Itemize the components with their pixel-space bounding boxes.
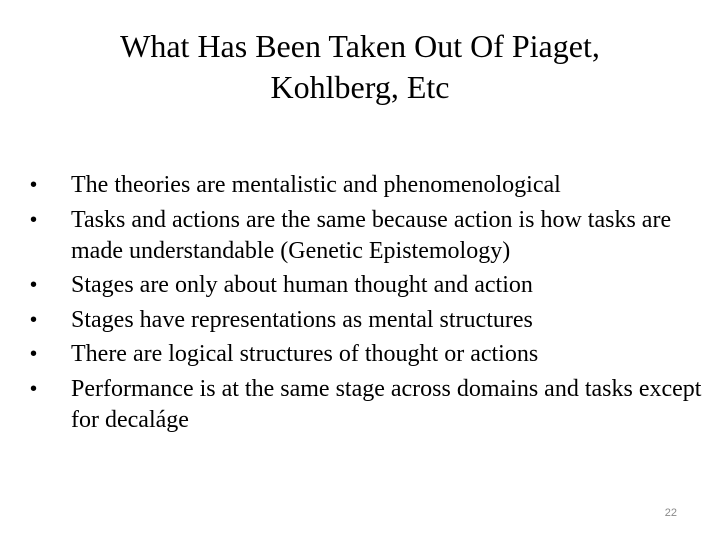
- page-number: 22: [664, 507, 677, 519]
- bullet-text: Tasks and actions are the same because action is how tasks are made understandable (Genetic Epistemology): [71, 206, 672, 264]
- slide-title-line: What Has Been Taken Out Of Piaget,: [120, 28, 600, 64]
- slide-title: [40, 26, 680, 108]
- bullet-list: [30, 170, 710, 439]
- bullet-item: [30, 170, 710, 201]
- bullet-item: [30, 270, 710, 301]
- bullet-item: [30, 205, 710, 267]
- bullet-icon: •: [30, 274, 38, 296]
- bullet-icon: •: [30, 174, 38, 196]
- bullet-text: The theories are mentalistic and phenomenological: [71, 172, 561, 198]
- slide-title-line: Kohlberg, Etc: [270, 69, 450, 105]
- bullet-icon: •: [30, 308, 38, 331]
- bullet-item: [30, 305, 710, 336]
- bullet-text: There are logical structures of thought or actions: [71, 341, 539, 367]
- bullet-text: Stages have representations as mental structures: [71, 306, 533, 333]
- bullet-text: Stages are only about human thought and action: [71, 272, 533, 298]
- bullet-item: [30, 339, 710, 370]
- bullet-icon: •: [30, 343, 38, 365]
- bullet-icon: •: [30, 208, 38, 231]
- bullet-text: Performance is at the same stage across domains and tasks except for decaláge: [71, 375, 702, 433]
- bullet-icon: •: [30, 377, 38, 400]
- bullet-item: [30, 374, 710, 436]
